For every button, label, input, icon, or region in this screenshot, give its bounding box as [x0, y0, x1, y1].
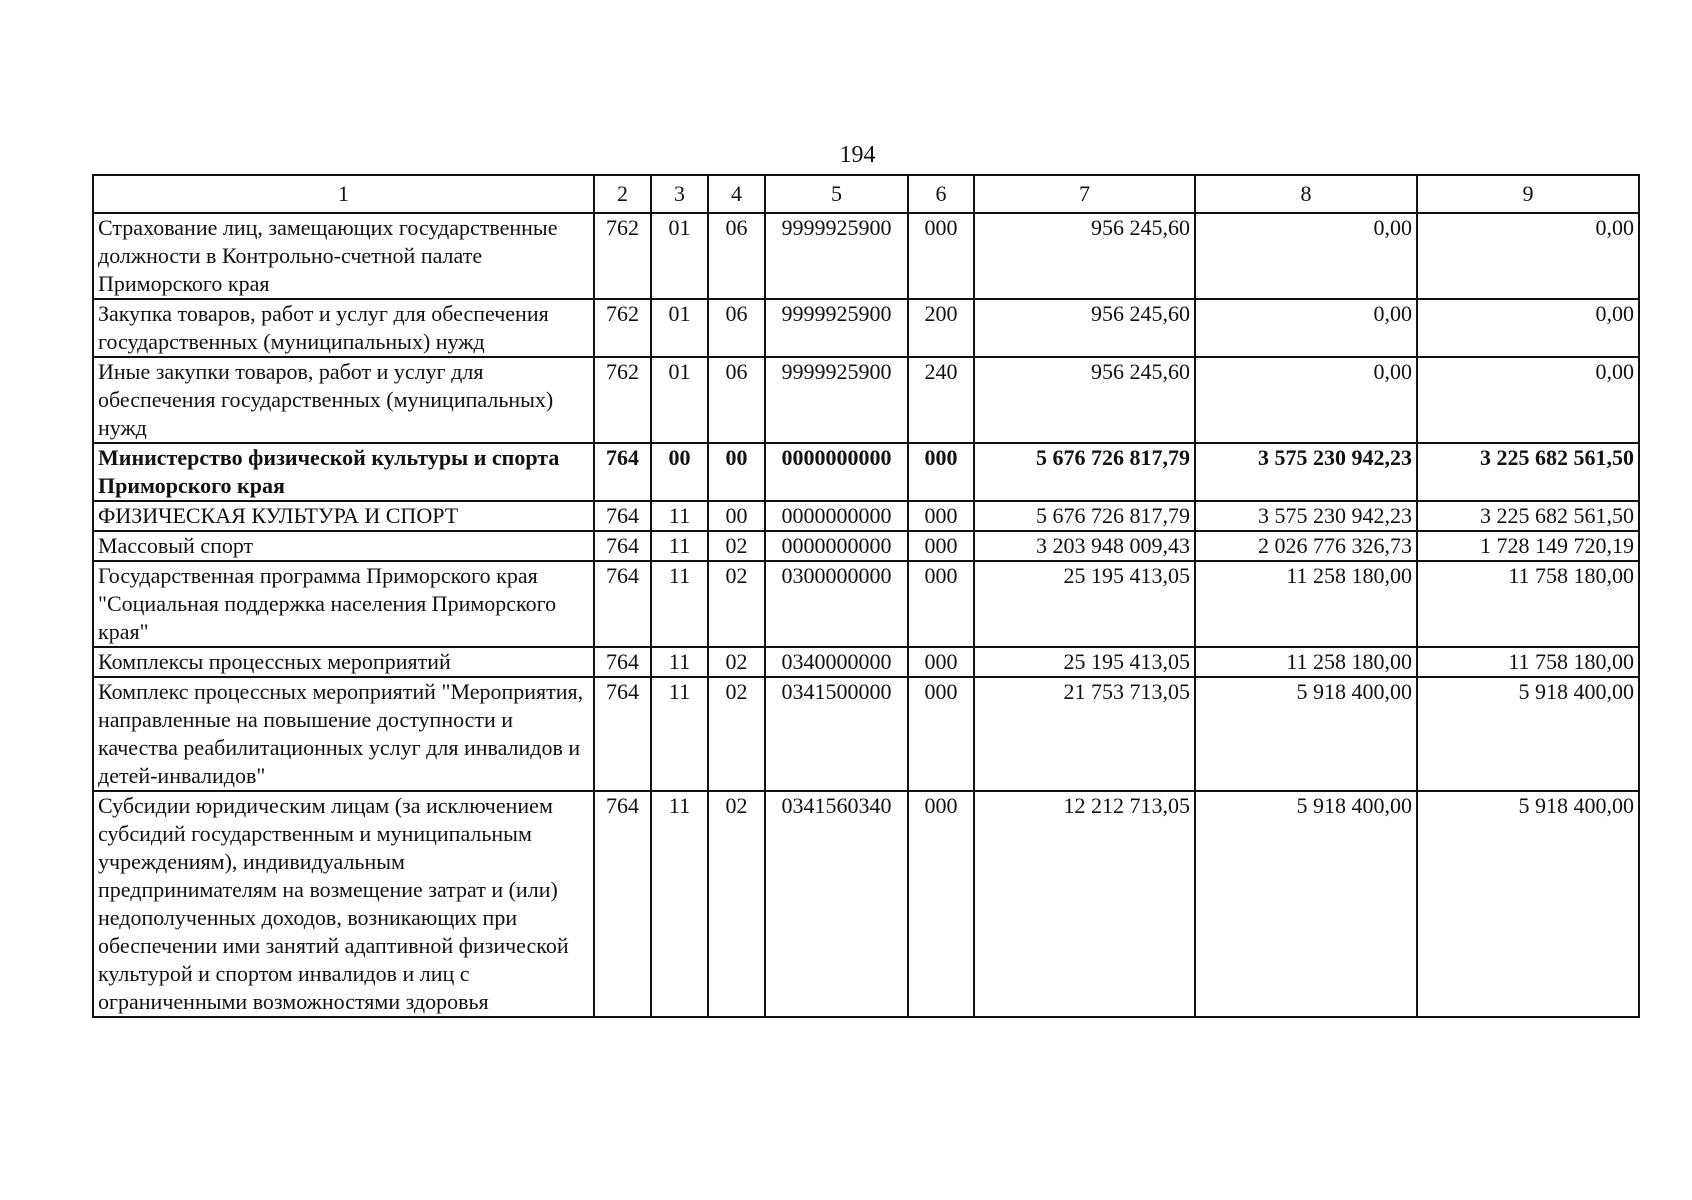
row-name: Министерство физической культуры и спорта Приморского края — [93, 443, 594, 501]
amount-col-9: 5 918 400,00 — [1417, 677, 1639, 791]
amount-col-8: 0,00 — [1195, 299, 1417, 357]
page-number: 194 — [839, 142, 876, 168]
row-name: Иные закупки товаров, работ и услуг для обеспечения государственных (муниципальных) нужд — [93, 357, 594, 443]
table-row — [93, 443, 1639, 501]
code-col-2: 764 — [594, 501, 651, 531]
table-row — [93, 213, 1639, 299]
code-col-2: 762 — [594, 299, 651, 357]
column-header-4: 4 — [708, 175, 765, 213]
table-row — [93, 677, 1639, 791]
code-col-4: 02 — [708, 677, 765, 791]
row-name: Страхование лиц, замещающих государственные должности в Контрольно-счетной палате Приморского края — [93, 213, 594, 299]
table-row — [93, 357, 1639, 443]
code-col-2: 764 — [594, 561, 651, 647]
code-col-4: 02 — [708, 561, 765, 647]
column-header-3: 3 — [651, 175, 708, 213]
row-name: Субсидии юридическим лицам (за исключением субсидий государственным и муниципальным учреждениям), индивидуальным предпринимателям на возмещение затрат и (или) недополученных доходов, возникающих при обеспечении ими занятий адаптивной физической культурой и спортом инвалидов и лиц с ограниченными возможностями здоровья — [93, 791, 594, 1017]
code-col-5: 9999925900 — [765, 299, 908, 357]
amount-col-9: 5 918 400,00 — [1417, 791, 1639, 1017]
amount-col-9: 3 225 682 561,50 — [1417, 443, 1639, 501]
amount-col-8: 11 258 180,00 — [1195, 647, 1417, 677]
code-col-6: 000 — [908, 213, 974, 299]
column-header-7: 7 — [974, 175, 1195, 213]
code-col-4: 06 — [708, 357, 765, 443]
code-col-5: 0000000000 — [765, 501, 908, 531]
code-col-5: 0341560340 — [765, 791, 908, 1017]
code-col-2: 762 — [594, 357, 651, 443]
amount-col-9: 0,00 — [1417, 299, 1639, 357]
column-header-1: 1 — [93, 175, 594, 213]
code-col-6: 000 — [908, 443, 974, 501]
amount-col-8: 11 258 180,00 — [1195, 561, 1417, 647]
row-name: Комплексы процессных мероприятий — [93, 647, 594, 677]
row-name: Закупка товаров, работ и услуг для обеспечения государственных (муниципальных) нужд — [93, 299, 594, 357]
row-name: Массовый спорт — [93, 531, 594, 561]
code-col-3: 11 — [651, 561, 708, 647]
amount-col-8: 3 575 230 942,23 — [1195, 501, 1417, 531]
amount-col-9: 3 225 682 561,50 — [1417, 501, 1639, 531]
code-col-2: 764 — [594, 791, 651, 1017]
amount-col-8: 3 575 230 942,23 — [1195, 443, 1417, 501]
code-col-4: 02 — [708, 647, 765, 677]
column-header-6: 6 — [908, 175, 974, 213]
amount-col-7: 956 245,60 — [974, 213, 1195, 299]
code-col-3: 01 — [651, 213, 708, 299]
amount-col-8: 0,00 — [1195, 357, 1417, 443]
code-col-6: 200 — [908, 299, 974, 357]
code-col-3: 11 — [651, 501, 708, 531]
amount-col-8: 5 918 400,00 — [1195, 791, 1417, 1017]
column-header-8: 8 — [1195, 175, 1417, 213]
code-col-3: 01 — [651, 299, 708, 357]
amount-col-7: 5 676 726 817,79 — [974, 501, 1195, 531]
amount-col-7: 25 195 413,05 — [974, 561, 1195, 647]
code-col-4: 06 — [708, 299, 765, 357]
code-col-2: 764 — [594, 443, 651, 501]
amount-col-9: 11 758 180,00 — [1417, 561, 1639, 647]
code-col-4: 06 — [708, 213, 765, 299]
code-col-5: 9999925900 — [765, 213, 908, 299]
code-col-6: 000 — [908, 561, 974, 647]
table-row — [93, 531, 1639, 561]
amount-col-7: 3 203 948 009,43 — [974, 531, 1195, 561]
amount-col-8: 2 026 776 326,73 — [1195, 531, 1417, 561]
amount-col-8: 5 918 400,00 — [1195, 677, 1417, 791]
code-col-5: 0000000000 — [765, 531, 908, 561]
code-col-2: 764 — [594, 531, 651, 561]
code-col-3: 00 — [651, 443, 708, 501]
code-col-3: 11 — [651, 531, 708, 561]
amount-col-7: 956 245,60 — [974, 357, 1195, 443]
code-col-5: 9999925900 — [765, 357, 908, 443]
code-col-6: 000 — [908, 501, 974, 531]
amount-col-9: 0,00 — [1417, 357, 1639, 443]
column-header-5: 5 — [765, 175, 908, 213]
row-name: ФИЗИЧЕСКАЯ КУЛЬТУРА И СПОРТ — [93, 501, 594, 531]
code-col-5: 0341500000 — [765, 677, 908, 791]
code-col-6: 000 — [908, 531, 974, 561]
amount-col-7: 12 212 713,05 — [974, 791, 1195, 1017]
code-col-3: 11 — [651, 677, 708, 791]
code-col-6: 000 — [908, 791, 974, 1017]
row-name: Комплекс процессных мероприятий "Мероприятия, направленные на повышение доступности и качества реабилитационных услуг для инвалидов и детей-инвалидов" — [93, 677, 594, 791]
column-header-9: 9 — [1417, 175, 1639, 213]
code-col-2: 764 — [594, 647, 651, 677]
code-col-4: 00 — [708, 501, 765, 531]
amount-col-9: 1 728 149 720,19 — [1417, 531, 1639, 561]
table-body — [93, 213, 1639, 1017]
table-row — [93, 501, 1639, 531]
code-col-6: 240 — [908, 357, 974, 443]
amount-col-7: 21 753 713,05 — [974, 677, 1195, 791]
header-row — [93, 175, 1639, 213]
code-col-5: 0000000000 — [765, 443, 908, 501]
code-col-2: 762 — [594, 213, 651, 299]
code-col-4: 02 — [708, 531, 765, 561]
row-name: Государственная программа Приморского края "Социальная поддержка населения Приморского края" — [93, 561, 594, 647]
code-col-3: 11 — [651, 647, 708, 677]
code-col-6: 000 — [908, 647, 974, 677]
code-col-3: 11 — [651, 791, 708, 1017]
column-header-2: 2 — [594, 175, 651, 213]
code-col-6: 000 — [908, 677, 974, 791]
table-row — [93, 299, 1639, 357]
code-col-4: 02 — [708, 791, 765, 1017]
table-row — [93, 791, 1639, 1017]
amount-col-9: 11 758 180,00 — [1417, 647, 1639, 677]
amount-col-7: 5 676 726 817,79 — [974, 443, 1195, 501]
amount-col-8: 0,00 — [1195, 213, 1417, 299]
budget-table — [92, 174, 1640, 1018]
code-col-4: 00 — [708, 443, 765, 501]
table-row — [93, 561, 1639, 647]
code-col-5: 0340000000 — [765, 647, 908, 677]
amount-col-7: 956 245,60 — [974, 299, 1195, 357]
amount-col-9: 0,00 — [1417, 213, 1639, 299]
table-row — [93, 647, 1639, 677]
code-col-5: 0300000000 — [765, 561, 908, 647]
code-col-2: 764 — [594, 677, 651, 791]
amount-col-7: 25 195 413,05 — [974, 647, 1195, 677]
code-col-3: 01 — [651, 357, 708, 443]
